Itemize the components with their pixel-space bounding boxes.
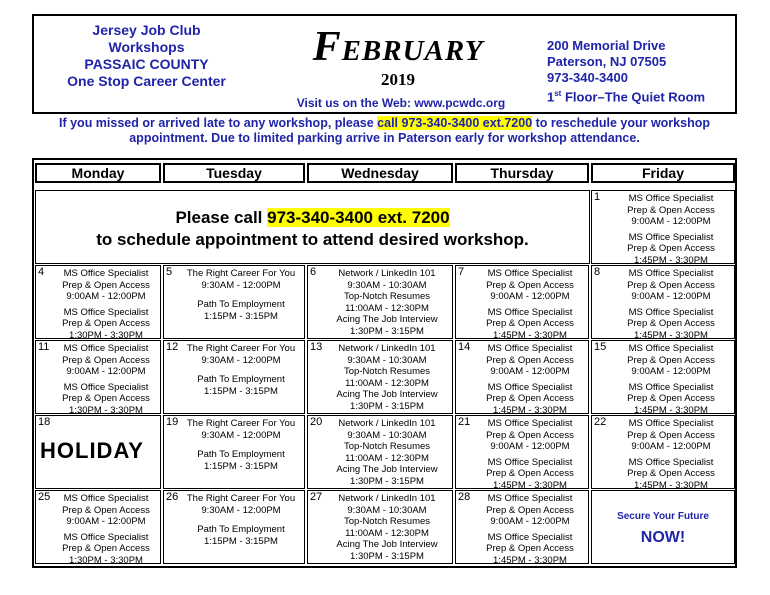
ms-office-events xyxy=(592,343,734,414)
holiday-label: HOLIDAY xyxy=(40,438,144,463)
day-cell[interactable] xyxy=(591,415,735,489)
event-line: Path To Employment xyxy=(197,449,285,460)
day-number: 1 xyxy=(594,191,601,203)
day-cell[interactable] xyxy=(35,340,161,414)
event-line: 9:00AM - 12:00PM xyxy=(66,366,146,377)
banner-line-2: to schedule appointment to attend desired workshop. xyxy=(96,230,529,249)
year: 2019 xyxy=(381,70,415,89)
secure-future-text: Secure Your Future xyxy=(617,511,709,522)
ms-office-events xyxy=(36,343,160,414)
day-cell[interactable] xyxy=(455,265,589,339)
event-line: 9:00AM - 12:00PM xyxy=(490,366,570,377)
day-number: 22 xyxy=(594,416,607,428)
event-line: Prep & Open Access xyxy=(627,468,715,479)
event-time: 1:45PM - 3:30PM xyxy=(493,479,567,489)
tue-events xyxy=(164,493,304,547)
event-line: Acing The Job Interview xyxy=(336,464,438,475)
event-line: MS Office Specialist xyxy=(63,343,149,354)
appointment-banner xyxy=(35,190,590,264)
event-line: MS Office Specialist xyxy=(628,231,714,243)
event-line: MS Office Specialist xyxy=(63,531,149,543)
event-line: 9:00AM - 12:00PM xyxy=(631,366,711,377)
address-line: 200 Memorial Drive xyxy=(547,38,666,53)
event-line: Prep & Open Access xyxy=(62,504,150,516)
day-cell[interactable] xyxy=(163,265,305,339)
org-line: Jersey Job Club xyxy=(92,22,201,38)
day-number: 21 xyxy=(458,416,471,428)
day-number: 13 xyxy=(310,341,323,353)
event-line: Prep & Open Access xyxy=(486,318,574,329)
day-number: 25 xyxy=(38,491,51,503)
event-line: MS Office Specialist xyxy=(487,343,573,354)
day-cell[interactable] xyxy=(163,340,305,414)
org-line: Workshops xyxy=(108,39,185,55)
event-time: 1:30PM - 3:30PM xyxy=(69,404,143,414)
banner-text: Please call xyxy=(175,208,268,227)
event-line: 9:00AM - 12:00PM xyxy=(490,441,570,452)
day-header-wednesday: Wednesday xyxy=(307,163,453,183)
address-line: Paterson, NJ 07505 xyxy=(547,54,667,69)
banner-phone-highlight: 973-340-3400 ext. 7200 xyxy=(267,208,450,227)
event-line: MS Office Specialist xyxy=(628,343,714,354)
event-line: 1:15PM - 3:15PM xyxy=(204,385,278,397)
event-line: Prep & Open Access xyxy=(627,243,715,254)
event-line: MS Office Specialist xyxy=(487,268,573,279)
event-line: 9:00AM - 12:00PM xyxy=(631,216,711,227)
event-line: Prep & Open Access xyxy=(486,468,574,479)
event-line: Prep & Open Access xyxy=(627,318,715,329)
ms-office-events xyxy=(456,418,588,489)
day-cell[interactable] xyxy=(455,415,589,489)
day-cell[interactable] xyxy=(307,265,453,339)
event-line: Top-Notch Resumes xyxy=(343,366,431,377)
day-header-friday: Friday xyxy=(591,163,735,183)
header-box xyxy=(32,14,737,114)
address-block xyxy=(547,38,737,105)
ms-office-events xyxy=(592,418,734,489)
day-number: 15 xyxy=(594,341,607,353)
tue-events xyxy=(164,418,304,472)
event-line: MS Office Specialist xyxy=(487,306,573,318)
event-line: The Right Career For You xyxy=(186,343,296,354)
event-line: MS Office Specialist xyxy=(628,193,714,204)
reschedule-notice xyxy=(32,116,737,146)
event-line: Top-Notch Resumes xyxy=(343,441,431,452)
now-text: NOW! xyxy=(640,529,686,546)
floor-suffix: st xyxy=(554,89,562,98)
day-cell[interactable] xyxy=(307,340,453,414)
event-line: MS Office Specialist xyxy=(628,306,714,318)
day-number: 27 xyxy=(310,491,323,503)
event-line: 11:00AM - 12:30PM xyxy=(345,527,429,539)
event-line: 1:30PM - 3:15PM xyxy=(350,550,424,562)
event-line: 9:30AM - 10:30AM xyxy=(347,429,427,441)
event-line: MS Office Specialist xyxy=(487,381,573,393)
event-line: Prep & Open Access xyxy=(486,393,574,404)
wed-events xyxy=(308,493,452,562)
floor-number: 1 xyxy=(547,89,555,105)
day-number: 8 xyxy=(594,266,601,278)
ms-office-events xyxy=(592,193,734,264)
day-number: 6 xyxy=(310,266,317,278)
event-time: 1:45PM - 3:30PM xyxy=(634,254,708,264)
event-line: MS Office Specialist xyxy=(487,493,573,504)
day-header-tuesday: Tuesday xyxy=(163,163,305,183)
event-line: Prep & Open Access xyxy=(627,429,715,441)
tue-events xyxy=(164,268,304,322)
event-line: MS Office Specialist xyxy=(628,456,714,468)
ms-office-events xyxy=(456,493,588,564)
day-number: 14 xyxy=(458,341,471,353)
day-number: 26 xyxy=(166,491,179,503)
day-number: 11 xyxy=(38,341,50,353)
day-number: 12 xyxy=(166,341,179,353)
event-line: MS Office Specialist xyxy=(63,306,149,318)
event-line: Prep & Open Access xyxy=(486,504,574,516)
event-line: 1:15PM - 3:15PM xyxy=(204,310,278,322)
floor-text: Floor–The Quiet Room xyxy=(561,89,706,105)
day-cell[interactable] xyxy=(455,490,589,564)
event-line: 9:30AM - 12:00PM xyxy=(201,504,281,516)
event-time: 1:45PM - 3:30PM xyxy=(634,404,708,414)
event-line: 11:00AM - 12:30PM xyxy=(345,452,429,464)
day-number: 18 xyxy=(38,416,51,428)
month-title: February xyxy=(312,24,484,70)
event-line: Prep & Open Access xyxy=(627,204,715,216)
event-line: Prep & Open Access xyxy=(486,429,574,441)
event-time: 1:45PM - 3:30PM xyxy=(634,479,708,489)
event-line: Top-Notch Resumes xyxy=(343,291,431,302)
day-cell[interactable] xyxy=(307,490,453,564)
event-line: Prep & Open Access xyxy=(486,543,574,554)
event-time: 1:45PM - 3:30PM xyxy=(493,329,567,339)
event-line: 9:00AM - 12:00PM xyxy=(631,441,711,452)
website-line[interactable]: Visit us on the Web: www.pcwdc.org xyxy=(296,96,506,110)
event-line: MS Office Specialist xyxy=(487,456,573,468)
event-line: Acing The Job Interview xyxy=(336,539,438,550)
event-time: 1:30PM - 3:30PM xyxy=(69,329,143,339)
day-cell[interactable] xyxy=(591,265,735,339)
event-line: Network / LinkedIn 101 xyxy=(338,418,436,429)
event-line: Prep & Open Access xyxy=(627,279,715,291)
notice-text: If you missed or arrived late to any workshop, please xyxy=(59,116,378,130)
ms-office-events xyxy=(36,268,160,339)
event-line: 1:15PM - 3:15PM xyxy=(204,535,278,547)
event-line: 1:15PM - 3:15PM xyxy=(204,460,278,472)
phone-number: 973-340-3400 xyxy=(547,70,628,85)
org-line: PASSAIC COUNTY xyxy=(84,56,209,72)
event-line: 11:00AM - 12:30PM xyxy=(345,302,429,314)
day-number: 28 xyxy=(458,491,471,503)
event-line: 9:30AM - 10:30AM xyxy=(347,354,427,366)
event-line xyxy=(178,291,304,299)
day-cell[interactable] xyxy=(35,265,161,339)
event-line: Acing The Job Interview xyxy=(336,389,438,400)
event-line: 9:00AM - 12:00PM xyxy=(490,291,570,302)
event-line: 11:00AM - 12:30PM xyxy=(345,377,429,389)
event-line: Prep & Open Access xyxy=(62,354,150,366)
event-line: Network / LinkedIn 101 xyxy=(338,493,436,504)
day-header-thursday: Thursday xyxy=(455,163,589,183)
event-line: MS Office Specialist xyxy=(63,493,149,504)
event-line: Acing The Job Interview xyxy=(336,314,438,325)
ms-office-events xyxy=(592,268,734,339)
event-line xyxy=(178,516,304,524)
day-cell[interactable] xyxy=(35,415,161,489)
event-line: Prep & Open Access xyxy=(486,279,574,291)
event-line: MS Office Specialist xyxy=(628,268,714,279)
event-line: MS Office Specialist xyxy=(63,268,149,279)
event-line: Prep & Open Access xyxy=(627,354,715,366)
event-line: 9:00AM - 12:00PM xyxy=(490,516,570,527)
org-line: One Stop Career Center xyxy=(67,73,226,89)
event-line: The Right Career For You xyxy=(186,268,296,279)
event-line: Prep & Open Access xyxy=(62,279,150,291)
event-line: Path To Employment xyxy=(197,524,285,535)
wed-events xyxy=(308,268,452,337)
event-line xyxy=(178,366,304,374)
wed-events xyxy=(308,418,452,487)
event-line: 9:00AM - 12:00PM xyxy=(631,291,711,302)
event-line: 9:30AM - 10:30AM xyxy=(347,279,427,291)
event-line: Path To Employment xyxy=(197,299,285,310)
day-cell xyxy=(591,490,735,564)
event-line: 9:00AM - 12:00PM xyxy=(66,516,146,527)
calendar-grid xyxy=(32,158,737,568)
day-cell[interactable] xyxy=(591,340,735,414)
event-line: Top-Notch Resumes xyxy=(343,516,431,527)
day-number: 20 xyxy=(310,416,323,428)
event-time: 1:45PM - 3:30PM xyxy=(634,329,708,339)
day-cell[interactable] xyxy=(455,340,589,414)
day-number: 19 xyxy=(166,416,179,428)
event-line: Network / LinkedIn 101 xyxy=(338,343,436,354)
event-line: MS Office Specialist xyxy=(487,418,573,429)
event-line: MS Office Specialist xyxy=(63,381,149,393)
day-cell[interactable] xyxy=(163,490,305,564)
event-line: Prep & Open Access xyxy=(62,393,150,404)
day-cell[interactable] xyxy=(163,415,305,489)
event-line: The Right Career For You xyxy=(186,493,296,504)
event-line xyxy=(178,441,304,449)
event-line: The Right Career For You xyxy=(186,418,296,429)
notice-highlight: call 973-340-3400 ext.7200 xyxy=(377,116,533,130)
banner-line-1 xyxy=(36,207,589,229)
day-number: 7 xyxy=(458,266,465,278)
organization-name xyxy=(34,22,259,90)
day-cell[interactable] xyxy=(591,190,735,264)
event-line: Prep & Open Access xyxy=(627,393,715,404)
day-cell[interactable] xyxy=(35,490,161,564)
day-cell[interactable] xyxy=(307,415,453,489)
event-line: 9:30AM - 10:30AM xyxy=(347,504,427,516)
day-header-monday: Monday xyxy=(35,163,161,183)
event-line: MS Office Specialist xyxy=(628,381,714,393)
event-line: Network / LinkedIn 101 xyxy=(338,268,436,279)
event-line: 1:30PM - 3:15PM xyxy=(350,325,424,337)
event-line: Prep & Open Access xyxy=(62,543,150,554)
ms-office-events xyxy=(36,493,160,564)
event-line: 1:30PM - 3:15PM xyxy=(350,400,424,412)
event-line: Prep & Open Access xyxy=(62,318,150,329)
event-line: Path To Employment xyxy=(197,374,285,385)
day-number: 4 xyxy=(38,266,45,278)
event-line: Prep & Open Access xyxy=(486,354,574,366)
tue-events xyxy=(164,343,304,397)
wed-events xyxy=(308,343,452,412)
event-line: MS Office Specialist xyxy=(487,531,573,543)
ms-office-events xyxy=(456,343,588,414)
event-line: MS Office Specialist xyxy=(628,418,714,429)
event-time: 1:45PM - 3:30PM xyxy=(493,404,567,414)
event-time: 1:45PM - 3:30PM xyxy=(493,554,567,564)
event-line: 9:30AM - 12:00PM xyxy=(201,429,281,441)
event-line: 9:30AM - 12:00PM xyxy=(201,279,281,291)
notice-text: to reschedule your workshop appointment. Due to limited parking arrive in Paterson early for workshop attendance. xyxy=(129,116,710,145)
event-line: 1:30PM - 3:15PM xyxy=(350,475,424,487)
event-line: 9:30AM - 12:00PM xyxy=(201,354,281,366)
floor-line xyxy=(547,86,737,105)
day-number: 5 xyxy=(166,266,173,278)
event-time: 1:30PM - 3:30PM xyxy=(69,554,143,564)
event-line: 9:00AM - 12:00PM xyxy=(66,291,146,302)
ms-office-events xyxy=(456,268,588,339)
